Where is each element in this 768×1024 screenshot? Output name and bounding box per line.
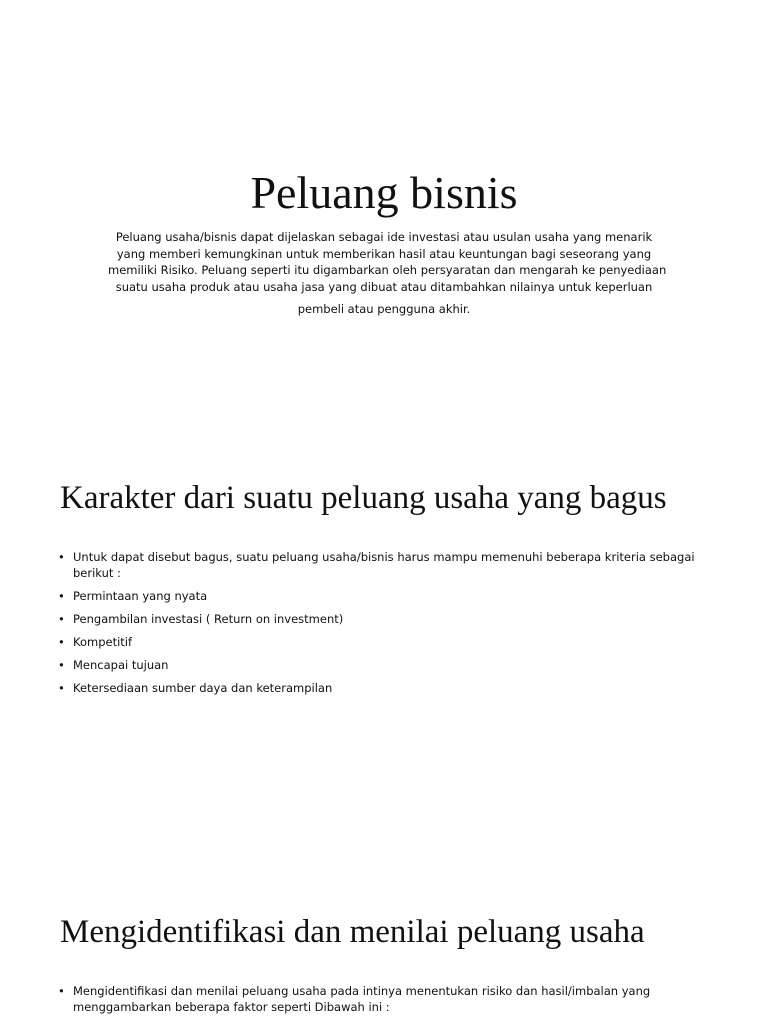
list-item (58, 657, 718, 673)
list-item-text: Pengambilan investasi ( Return on investment) (73, 612, 344, 626)
bullet-icon: • (58, 612, 65, 626)
slide-title: Peluang bisnis (250, 167, 518, 218)
slide-karakter-peluang (0, 440, 768, 880)
list-item-text: Permintaan yang nyata (73, 589, 208, 603)
intro-line: pembeli atau pengguna akhir. (297, 302, 471, 316)
slide-peluang-bisnis (0, 0, 768, 440)
intro-line: memiliki Risiko. Peluang seperti itu digambarkan oleh persyaratan dan mengarah ke penyediaan (108, 263, 667, 277)
list-item (58, 549, 718, 581)
list-item (58, 680, 718, 696)
list-item-text: Mengidentifikasi dan menilai peluang usaha pada intinya menentukan risiko dan hasil/imbalan yang menggambarkan beberapa faktor seperti Dibawah ini : (73, 984, 651, 1014)
bullet-list (58, 983, 718, 1022)
bullet-icon: • (58, 589, 65, 603)
list-item (58, 611, 718, 627)
bullet-icon: • (58, 635, 65, 649)
list-item-text: Untuk dapat disebut bagus, suatu peluang usaha/bisnis harus mampu memenuhi beberapa kriteria sebagai berikut : (73, 550, 695, 580)
intro-paragraph (108, 229, 667, 318)
list-item-text: Kompetitif (73, 635, 133, 649)
list-item-text: Mencapai tujuan (73, 658, 169, 672)
list-item (58, 588, 718, 604)
intro-line: Peluang usaha/bisnis dapat dijelaskan sebagai ide investasi atau usulan usaha yang menarik (115, 230, 653, 244)
bullet-icon: • (58, 658, 65, 672)
section-heading: Karakter dari suatu peluang usaha yang bagus (60, 480, 667, 516)
list-item (58, 634, 718, 650)
list-item (58, 983, 718, 1015)
intro-line: yang memberi kemungkinan untuk memberikan hasil atau keuntungan bagi seseorang yang (116, 246, 652, 261)
intro-line: suatu usaha produk atau usaha jasa yang dibuat atau ditambahkan nilainya untuk keperluan (115, 279, 653, 294)
list-item-text: Ketersediaan sumber daya dan keterampilan (73, 681, 333, 695)
bullet-icon: • (58, 550, 65, 564)
section-heading: Mengidentifikasi dan menilai peluang usaha (60, 914, 645, 950)
bullet-icon: • (58, 681, 65, 695)
bullet-list (58, 549, 718, 703)
bullet-icon: • (58, 984, 65, 998)
slide-identifikasi-peluang (0, 880, 768, 1024)
